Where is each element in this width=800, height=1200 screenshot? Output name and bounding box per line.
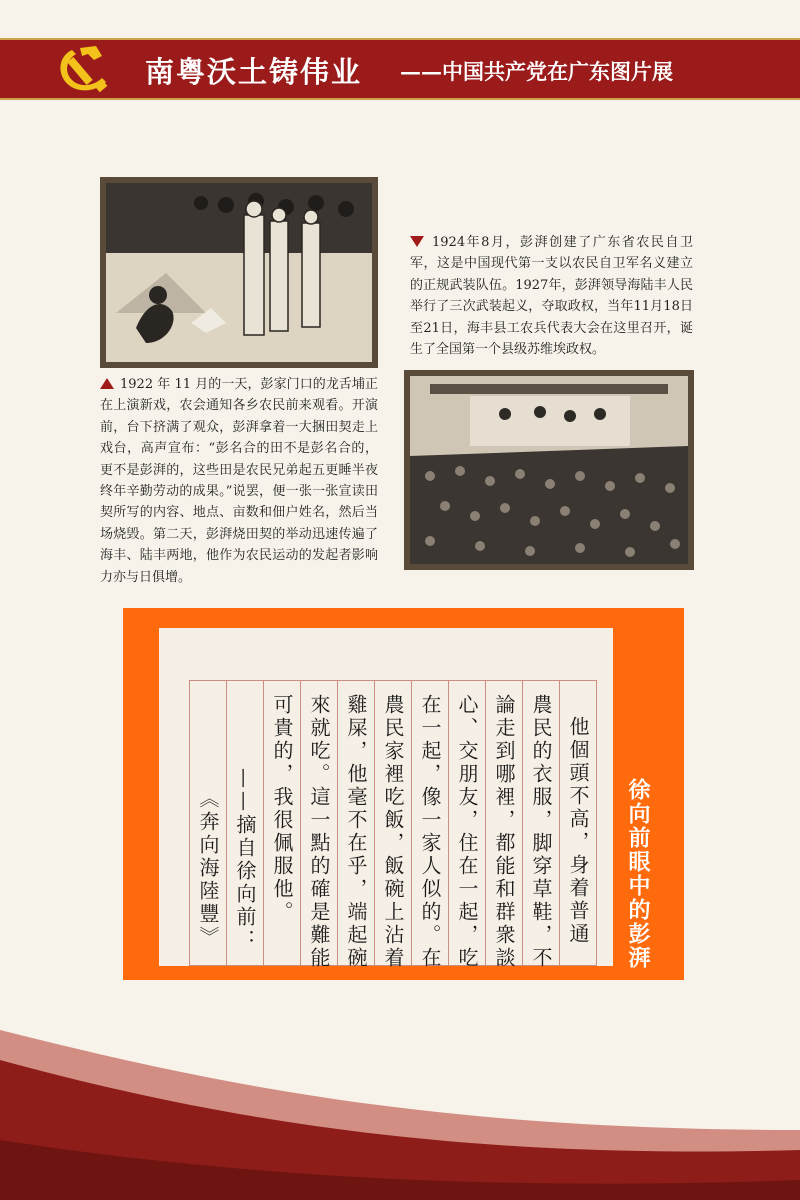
manuscript-rule — [189, 680, 597, 681]
photo-soviet-congress — [404, 370, 694, 570]
manuscript-column: 可貴的，我很佩服他。 — [270, 694, 294, 924]
manuscript-column: 論走到哪裡，都能和群衆談 — [492, 694, 516, 970]
caption-right: 1924年8月，彭湃创建了广东省农民自卫军，这是中国现代第一支以农民自卫军名义建立的正规武装队伍。1927年，彭湃领导海陆丰人民举行了三次武装起义，夺取政权，当年11月18日至21日，海丰县工农兵代表大会在这里召开，诞生了全国第一个县级苏维埃政权。 — [410, 235, 693, 358]
quote-panel — [123, 608, 684, 980]
page-subtitle: ——中国共产党在广东图片展 — [400, 59, 673, 84]
manuscript-column: 雞屎，他毫不在乎，端起碗 — [344, 694, 368, 970]
photo-burning-deeds — [100, 177, 378, 368]
panel-title: 徐向前眼中的彭湃 — [625, 778, 651, 970]
caption-marker-icon — [100, 378, 114, 389]
header-banner — [0, 38, 800, 100]
manuscript-column: 他個頭不高，身着普通 — [566, 716, 590, 946]
manuscript-column: 在一起，像一家人似的。在 — [418, 694, 442, 970]
caption-marker-icon — [410, 236, 424, 247]
caption-left: 1922 年 11 月的一天，彭家门口的龙舌埔正在上演新戏，农会通知各乡农民前来观看。开演前，台下挤满了观众，彭湃拿着一大捆田契走上戏台，高声宣布：“彭名合的田不是彭名合的，更不是彭湃的，这些田是农民兄弟起五更睡半夜终年辛勤劳动的成果。”说罢，便一张一张宣读田契所写的内容、地点、亩数和佃户姓名，然后当场烧毁。第二天，彭湃烧田契的举动迅速传遍了海丰、陆丰两地，他作为农民运动的发起者影响力亦与日俱增。 — [100, 377, 378, 585]
manuscript-column: 來就吃。這一點的確是難能 — [307, 694, 331, 970]
manuscript-column: 農民的衣服，脚穿草鞋，不 — [529, 694, 553, 970]
manuscript-column: 心、交朋友，住在一起，吃 — [455, 694, 479, 970]
manuscript-attribution: ——摘自徐向前： — [233, 768, 257, 952]
party-emblem-icon — [50, 42, 116, 96]
manuscript-source: 《奔向海陸豐》 — [196, 788, 220, 949]
manuscript-rule — [596, 680, 597, 966]
decorative-wave — [0, 1010, 800, 1200]
page-title: 南粤沃土铸伟业 — [145, 55, 363, 89]
manuscript-sheet — [159, 628, 613, 970]
manuscript-column: 農民家裡吃飯，飯碗上沾着 — [381, 694, 405, 970]
